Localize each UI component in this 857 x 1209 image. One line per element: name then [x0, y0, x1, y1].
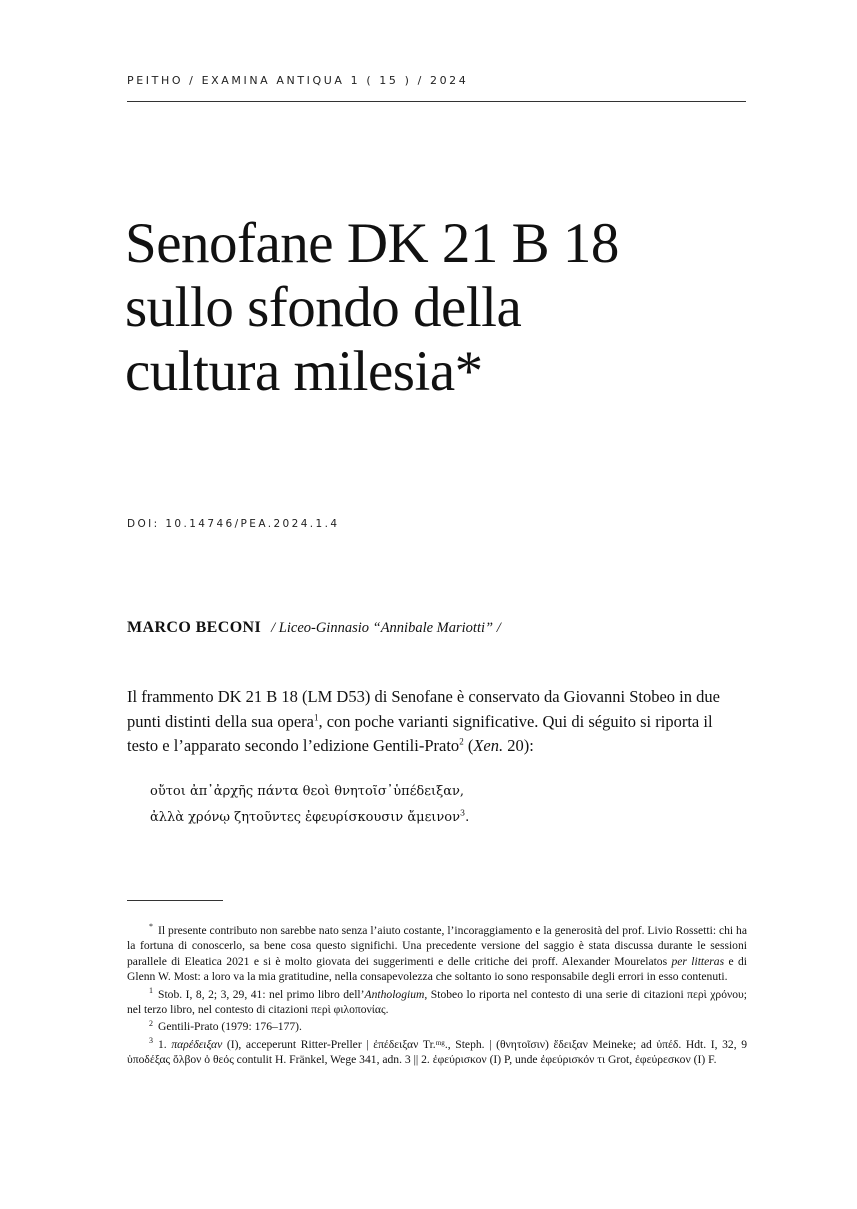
verse-line-2-text: ἀλλὰ χρόνῳ ζητοῦντες ἐφευρίσκουσιν ἄμεινον — [150, 810, 461, 825]
body-text-3: ( — [463, 736, 474, 755]
footnote-text-end: e di Glenn W. Most: a loro va la mia gratitudine, nella consapevolezza che soltanto io sono responsabile degli errori in esso contenuti. — [127, 954, 747, 984]
footnote-ref-1[interactable]: 1 — [313, 712, 319, 722]
footnote-ref-3[interactable]: 3 — [460, 808, 466, 818]
footnote-italic: Anthologium — [364, 987, 425, 1001]
title-line-3: cultura milesia* — [125, 340, 483, 403]
footnote-3 — [127, 1037, 747, 1068]
body-text-2: , con poche varianti significative. Qui di séguito si riporta il testo e l’apparato secondo l’edizione Gentili-Prato — [127, 711, 713, 755]
footnotes — [127, 923, 747, 1070]
footnote-rule — [127, 900, 223, 901]
footnote-text-end: , Stobeo lo riporta nel contesto di una serie di citazioni περὶ χρόνου; nel terzo libro, nel contesto di citazioni περὶ φιλοπονίας. — [127, 987, 747, 1017]
body-text-4: 20): — [503, 736, 534, 755]
header-rule — [127, 101, 746, 102]
footnote-text: 1. — [158, 1037, 172, 1051]
footnote-star — [127, 923, 747, 985]
author-affiliation: / Liceo-Ginnasio “Annibale Mariotti” / — [271, 620, 501, 636]
footnote-number: 3 — [149, 1035, 153, 1045]
footnote-text: Stob. I, 8, 2; 3, 29, 41: nel primo libro dell’ — [158, 987, 365, 1001]
verse-line-1: οὔτοι ἀπ᾽ἀρχῆς πάντα θεοὶ θνητοῖσ᾽ὑπέδειξαν, — [150, 784, 465, 799]
verse-line-2-end: . — [465, 810, 470, 825]
footnote-italic: παρέδειξαν — [171, 1037, 223, 1051]
footnote-number: * — [149, 922, 153, 932]
footnote-text: Gentili-Prato (1979: 176–177). — [158, 1020, 302, 1034]
article-title — [125, 212, 765, 404]
title-line-1: Senofane DK 21 B 18 — [125, 212, 619, 275]
author-line — [127, 619, 501, 637]
footnote-1 — [127, 987, 747, 1018]
title-line-2: sullo sfondo della — [125, 276, 522, 339]
running-head: PEITHO / EXAMINA ANTIQUA 1 ( 15 ) / 2024 — [127, 74, 469, 87]
footnote-italic: per litteras — [671, 954, 725, 968]
footnote-text: Il presente contributo non sarebbe nato senza l’aiuto costante, l’incoraggiamento e la generosità del prof. Livio Rossetti: chi ha la fortuna di conoscerlo, sa bene cosa questo significhi. Una precedente versione del saggio è stata discussa durante le sessioni parallele di Eleatica 2021 e si è molto giovata dei suggerimenti e delle critiche dei proff. Alexander Mourelatos — [127, 924, 747, 968]
intro-paragraph — [127, 685, 747, 759]
greek-verse — [150, 779, 469, 831]
body-text-italic: Xen. — [473, 736, 504, 755]
footnote-2 — [127, 1019, 747, 1034]
body-text-1: Il frammento DK 21 B 18 (LM D53) di Senofane è conservato da Giovanni Stobeo in due punti distinti della sua opera — [127, 687, 720, 731]
footnote-text-end: (I), acceperunt Ritter-Preller | ἐπέδειξαν Tr.ᵐᵍ., Steph. | (θνητοῖσιν) ἔδειξαν Meineke; ad ὑπέδ. Hdt. I, 32, 9 ὑποδέξας ὄλβον ὁ θεός contulit H. Fränkel, Wege 341, adn. 3 || 2. ἐφεύρισκον (I) P, unde ἐφεύρισκόν τι Grot, ἐφεύρεσκον (I) F. — [127, 1037, 747, 1067]
author-name: MARCO BECONI — [127, 619, 262, 636]
verse-line-2 — [150, 805, 469, 831]
footnote-number: 1 — [149, 985, 153, 995]
footnote-ref-2[interactable]: 2 — [459, 736, 464, 747]
footnote-number: 2 — [149, 1018, 153, 1028]
doi-link[interactable]: DOI: 10.14746/PEA.2024.1.4 — [127, 518, 340, 530]
